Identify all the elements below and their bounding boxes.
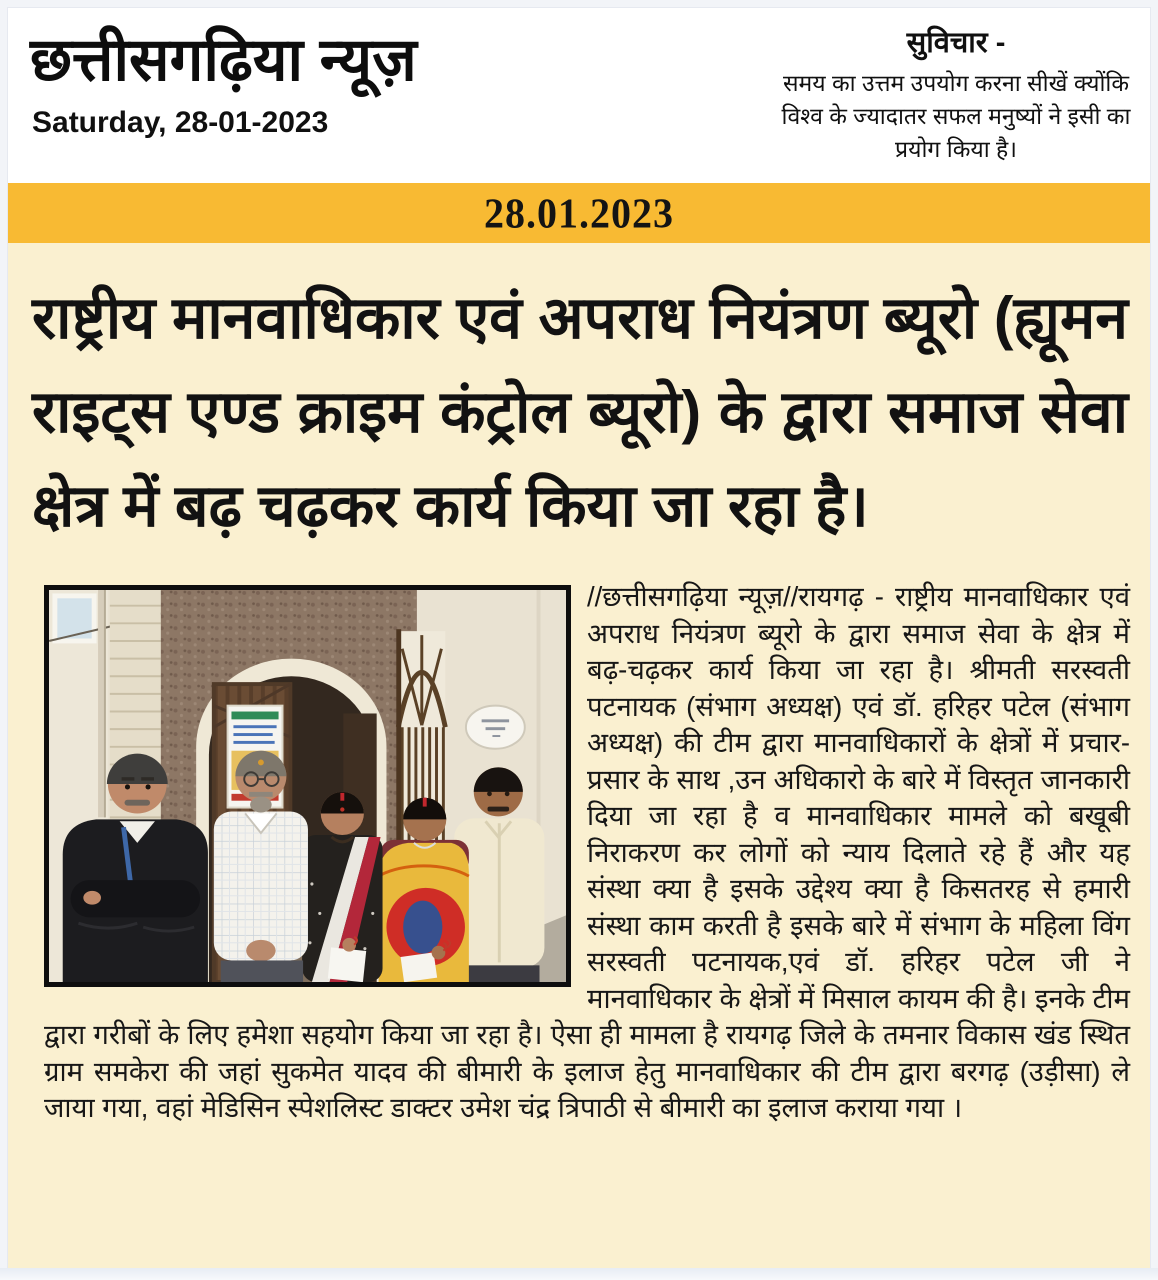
article-photo [44,585,571,987]
masthead [8,8,1150,183]
name-plaque [466,706,525,749]
thought-of-the-day [766,22,1146,166]
article-headline: राष्ट्रीय मानवाधिकार एवं अपराध नियंत्रण ब्यूरो (ह्यूमन राइट्स एण्ड क्राइम कंट्रोल ब्यूरो) के द्वारा समाज सेवा क्षेत्र में बढ़ चढ़कर कार्य किया जा रहा है। [32,285,1128,539]
group-photo-illustration [49,590,566,982]
page-card [8,8,1150,1268]
thought-text: समय का उत्तम उपयोग करना सीखें क्योंकि विश्व के ज्यादातर सफल मनुष्यों ने इसी का प्रयोग किया है। [781,70,1131,162]
footer-band [0,1268,1158,1280]
article-body-text: //छत्तीसगढ़िया न्यूज़//रायगढ़ - राष्ट्रीय मानवाधिकार एवं अपराध नियंत्रण ब्यूरो के द्वारा समाज सेवा के क्षेत्र में बढ़-चढ़कर कार्य किया जा रहा है। श्रीमती सरस्वती पटनायक (संभाग अध्यक्ष) एवं डॉ. हरिहर पटेल (संभाग अध्यक्ष) की टीम द्वारा मानवाधिकारों के क्षेत्रों में प्रचार-प्रसार के साथ ,उन अधिकारो के बारे में विस्तृत जानकारी दिया जा रहा है व मानवाधिकार मामले को बखूबी निराकरण कर लोगों को न्याय दिलाते रहे हैं और यह संस्था क्या है इसके उद्देश्य क्या है किसतरह से हमारी संस्था काम करती है इसके बारे में संभाग के महिला विंग सरस्वती पटनायक,एवं डॉ. हरिहर पटेल जी ने मानवाधिकार के क्षेत्रों में मिसाल कायम की है। इनके टीम द्वारा गरीबों के लिए हमेशा सहयोग किया जा रहा है। ऐसा ही मामला है रायगढ़ जिले के तमनार विकास खंड स्थित ग्राम समकेरा की जहां सुकमेत यादव की बीमारी के इलाज हेतु मानवाधिकार की टीम द्वारा बरगढ़ (उड़ीसा) ले जाया गया, वहां मेडिसिन स्पेशलिस्ट डाक्टर उमेश चंद्र त्रिपाठी से बीमारी का इलाज कराया गया । [44,581,1130,1123]
brand-title: छत्तीसगढ़िया न्यूज़ [30,26,417,93]
drain-pipe [98,590,105,817]
article-section [8,243,1150,1268]
date-banner-text: 28.01.2023 [484,189,674,237]
date-banner [8,183,1150,243]
thought-title: सुविचार - [906,27,1006,59]
issue-date: Saturday, 28-01-2023 [32,106,329,139]
article-body [8,553,1150,1127]
